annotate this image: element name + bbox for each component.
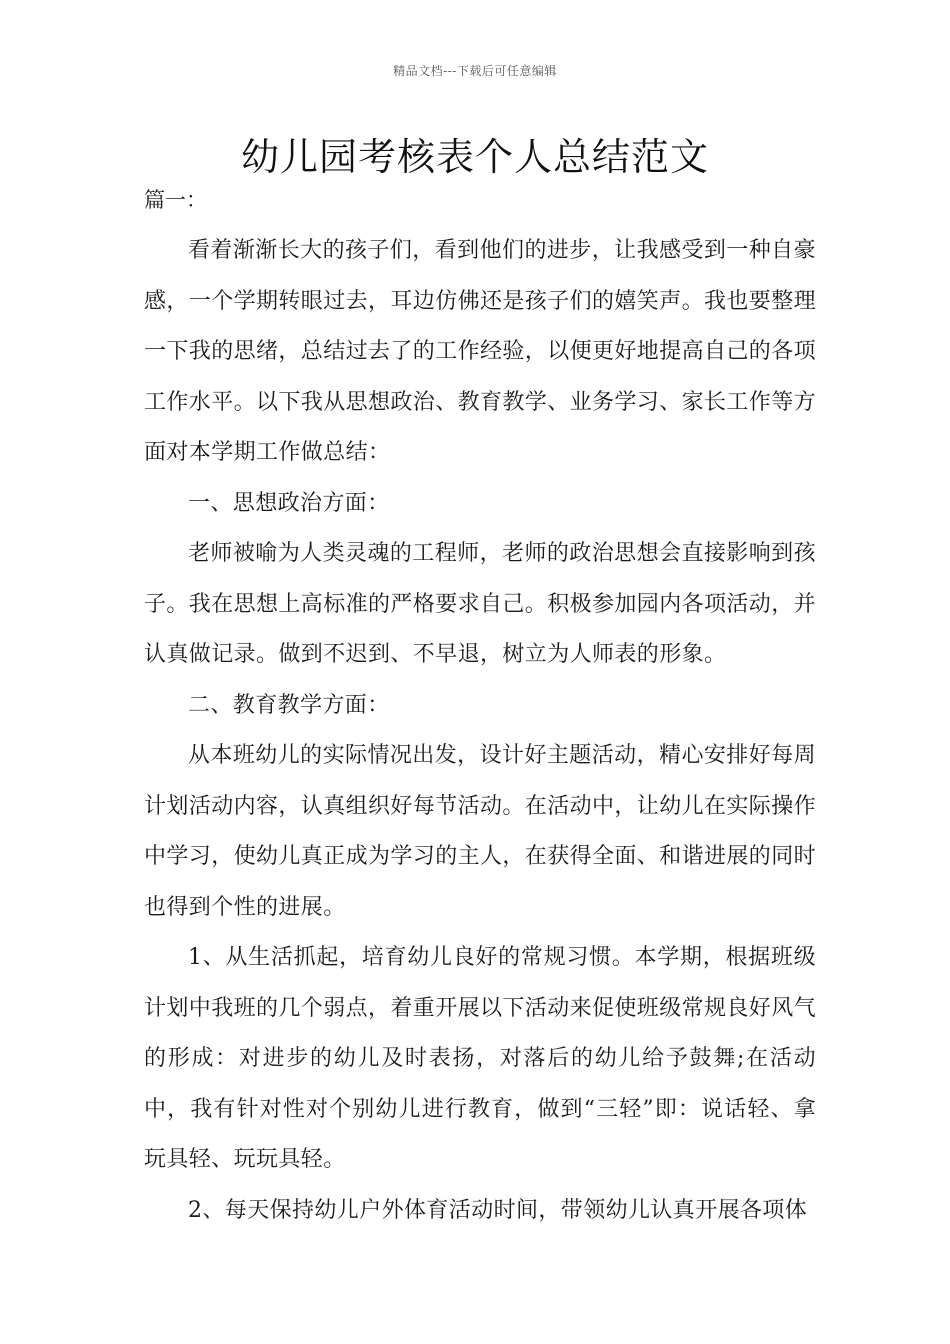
- paragraph-ideology: 老师被喻为人类灵魂的工程师，老师的政治思想会直接影响到孩子。我在思想上高标准的严格要求自己。积极参加园内各项活动，并认真做记录。做到不迟到、不早退，树立为人师表的形象。: [144, 541, 817, 667]
- paragraph-teaching: 从本班幼儿的实际情况出发，设计好主题活动，精心安排好每周计划活动内容，认真组织好每节活动。在活动中，让幼儿在实际操作中学习，使幼儿真正成为学习的主人，在获得全面、和谐进展的同时也得到个性的进展。: [144, 743, 817, 920]
- paragraph-intro: 看着渐渐长大的孩子们，看到他们的进步，让我感受到一种自豪感，一个学期转眼过去，耳边仿佛还是孩子们的嬉笑声。我也要整理一下我的思绪，总结过去了的工作经验，以便更好地提高自己的各项工作水平。以下我从思想政治、教育教学、业务学习、家长工作等方面对本学期工作做总结：: [144, 238, 817, 465]
- header-note: 精品文档---下载后可任意编辑: [393, 64, 557, 78]
- paragraph-item-1: 1、从生活抓起，培育幼儿良好的常规习惯。本学期，根据班级计划中我班的几个弱点，着重开展以下活动来促使班级常规良好风气的形成：对进步的幼儿及时表扬，对落后的幼儿给予鼓舞;在活动中，我有针对性对个别幼儿进行教育，做到“三轻”即：说话轻、拿玩具轻、玩玩具轻。: [144, 945, 817, 1172]
- section-label: 篇一：: [144, 188, 207, 212]
- paragraph-item-2: 2、每天保持幼儿户外体育活动时间，带领幼儿认真开展各项体: [188, 1197, 808, 1223]
- document-body: [144, 180, 816, 1236]
- heading-teaching: 二、教育教学方面：: [188, 692, 390, 718]
- heading-ideology: 一、思想政治方面：: [188, 490, 390, 516]
- document-title: 幼儿园考核表个人总结范文: [240, 135, 709, 179]
